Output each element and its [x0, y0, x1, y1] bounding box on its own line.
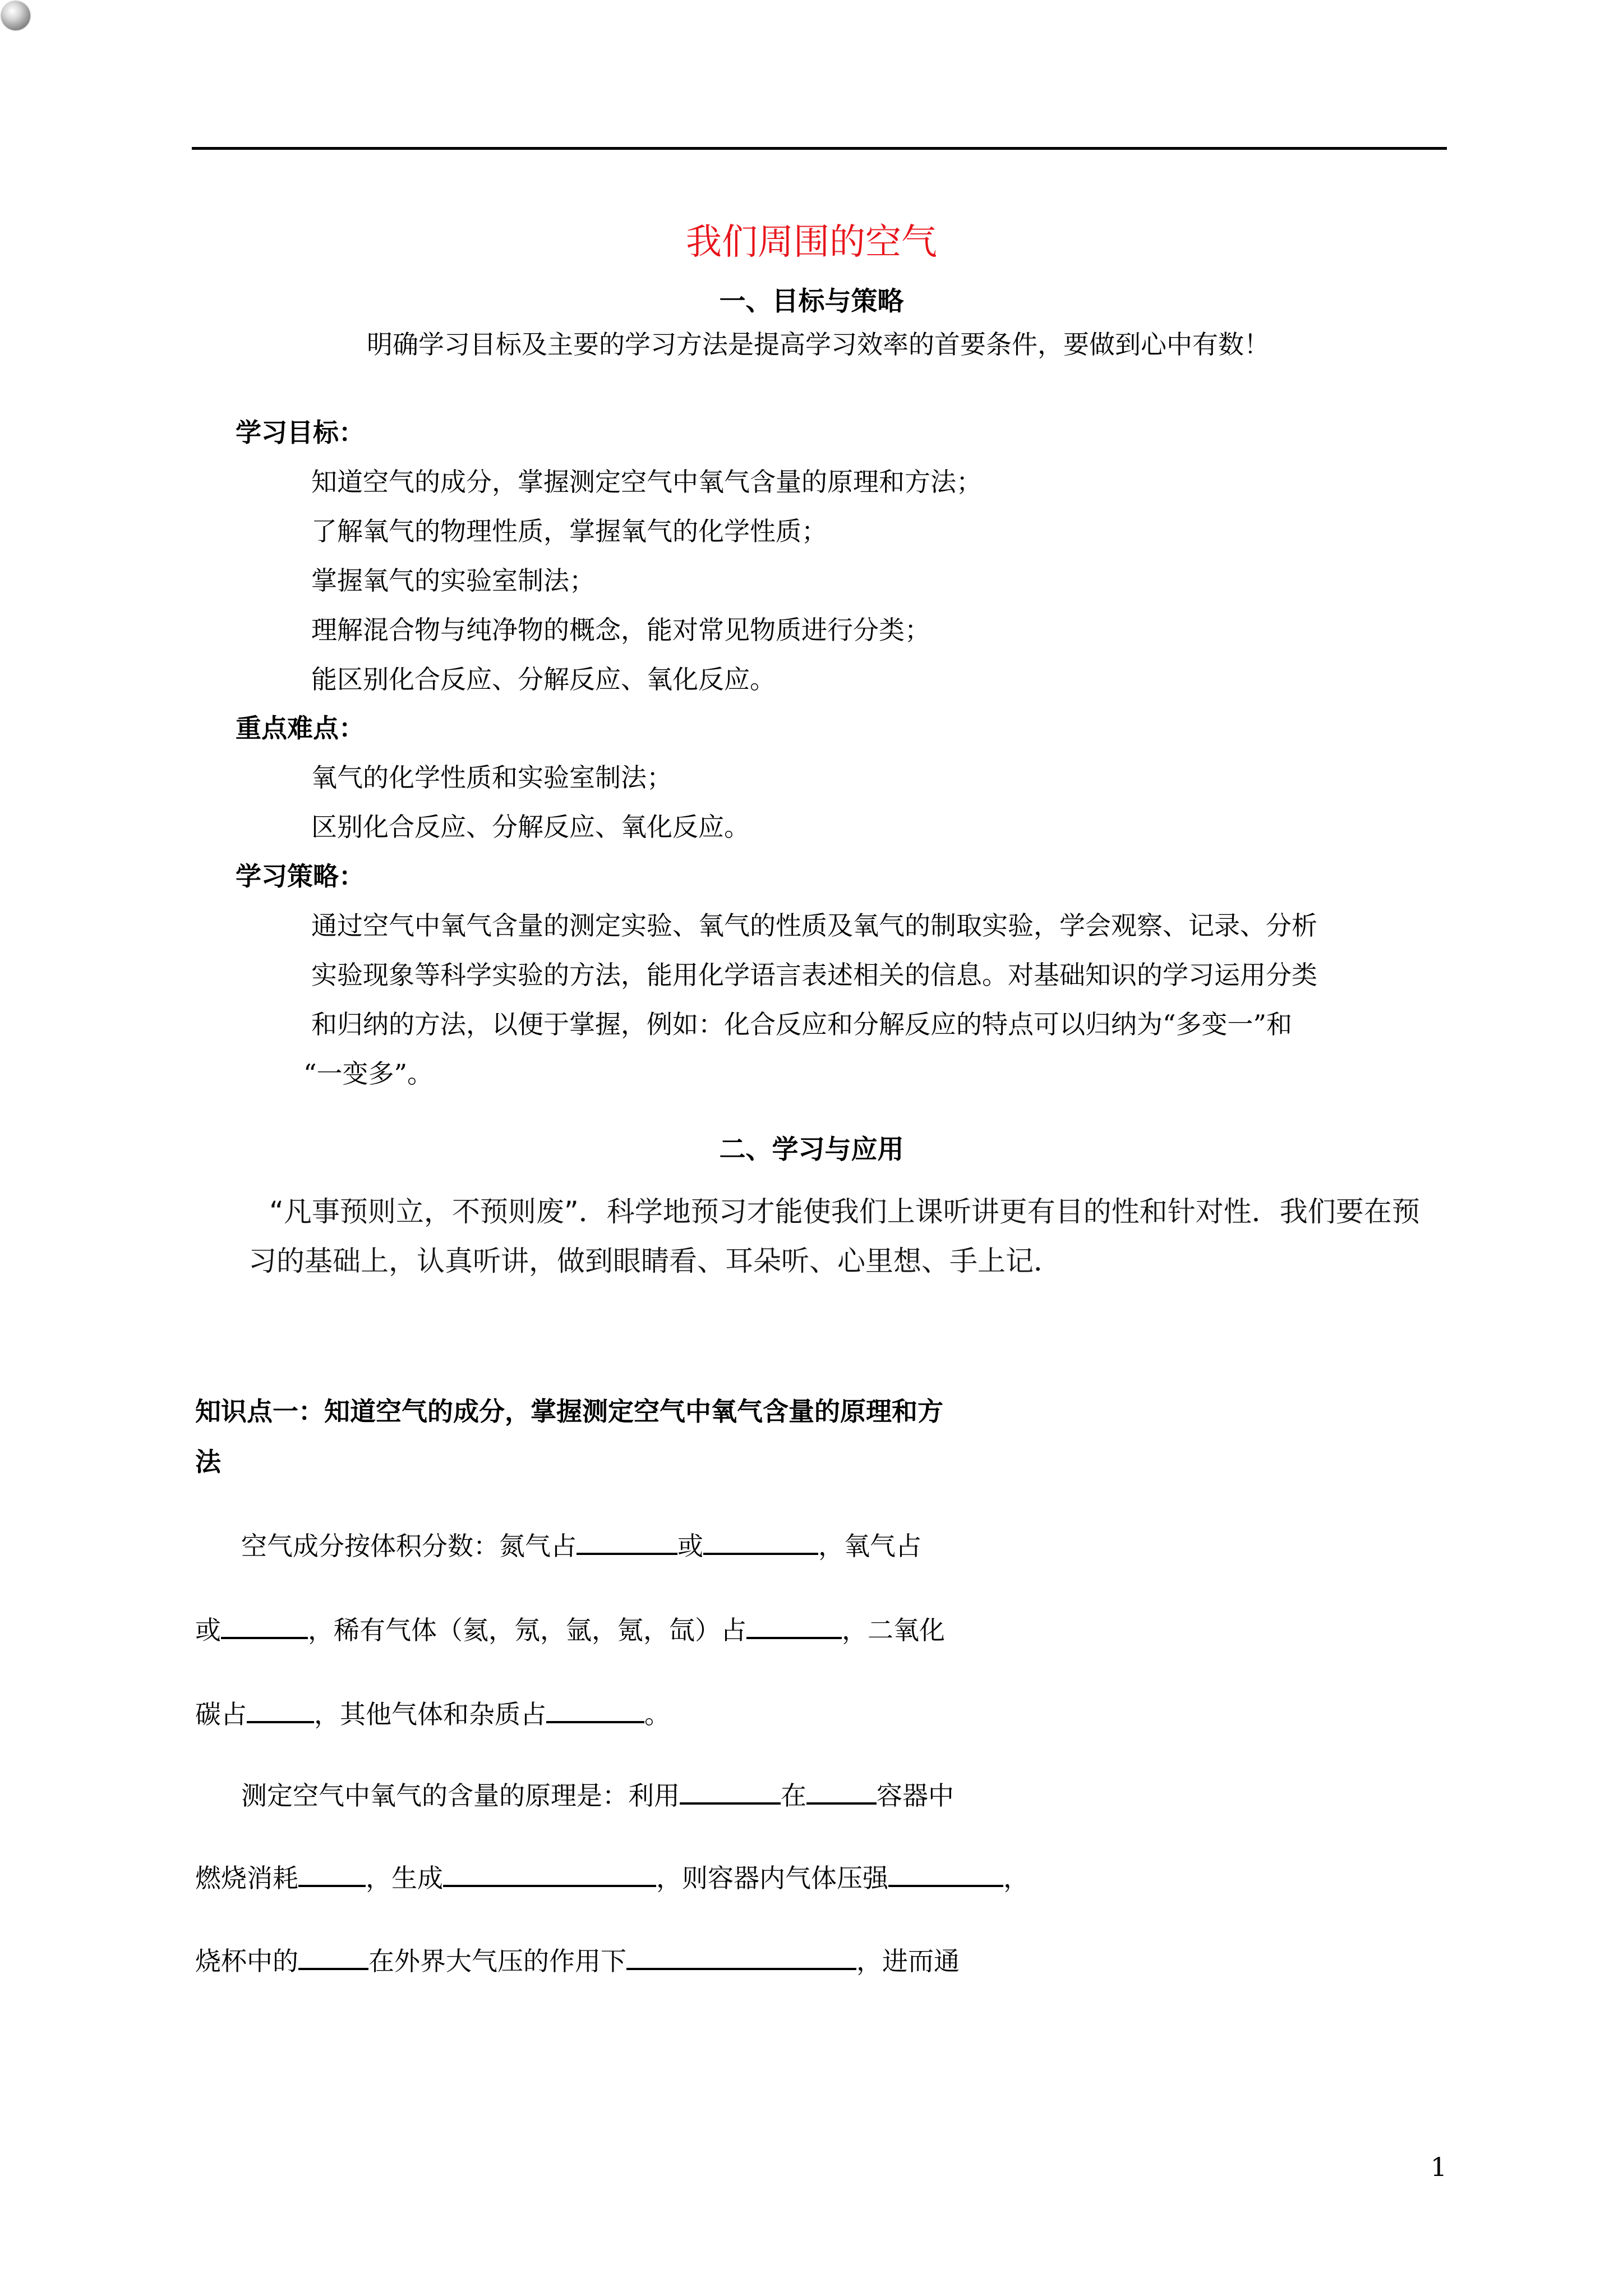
answer-blank[interactable] — [746, 1611, 842, 1639]
strategy-line: 和归纳的方法，以便于掌握，例如：化合反应和分解反应的特点可以归纳为“多变一”和 — [311, 1009, 1293, 1039]
quote-line: 习的基础上，认真听讲，做到眼睛看、耳朵听、心里想、手上记． — [248, 1245, 1062, 1277]
goal-item: 掌握氧气的实验室制法； — [311, 565, 595, 596]
answer-blank[interactable] — [703, 1527, 818, 1555]
answer-blank[interactable] — [626, 1942, 856, 1970]
strategy-label: 学习策略： — [236, 861, 365, 891]
answer-blank[interactable] — [680, 1777, 781, 1805]
header-rule — [192, 147, 1447, 150]
goal-item: 理解混合物与纯净物的概念，能对常见物质进行分类； — [311, 615, 930, 645]
principle-line-3: 烧杯中的 在外界大气压的作用下 ，进而通 — [195, 1941, 960, 1978]
composition-line-3: 碳占 ，其他气体和杂质占 。 — [195, 1694, 670, 1731]
strategy-line: “一变多”。 — [303, 1059, 434, 1089]
page-title: 我们周围的空气 — [686, 222, 937, 263]
answer-blank[interactable] — [298, 1942, 368, 1970]
section1-heading: 一、目标与策略 — [719, 286, 904, 317]
corner-bullet-icon — [1, 1, 30, 30]
section1-intro: 明确学习目标及主要的学习方法是提高学习效率的首要条件，要做到心中有数！ — [367, 329, 1270, 360]
keypoints-label: 重点难点： — [236, 713, 365, 743]
principle-line-1: 测定空气中氧气的含量的原理是：利用 在 容器中 — [241, 1775, 954, 1812]
goal-item: 了解氧气的物理性质，掌握氧气的化学性质； — [311, 516, 827, 546]
answer-blank[interactable] — [443, 1859, 656, 1887]
principle-line-2: 燃烧消耗 ，生成 ，则容器内气体压强 ， — [195, 1858, 1029, 1895]
keypoint-item: 氧气的化学性质和实验室制法； — [311, 762, 672, 793]
answer-blank[interactable] — [888, 1859, 1003, 1887]
knowledge1-heading-cont: 法 — [195, 1447, 221, 1477]
composition-line-1: 空气成分按体积分数：氮气占 或 ，氧气占 — [241, 1526, 921, 1563]
strategy-line: 通过空气中氧气含量的测定实验、氧气的性质及氧气的制取实验，学会观察、记录、分析 — [311, 910, 1317, 941]
page-number: 1 — [1430, 2152, 1447, 2182]
quote-line: “凡事预则立，不预则废”．科学地预习才能使我们上课听讲更有目的性和针对性．我们要在预 — [269, 1195, 1420, 1228]
composition-line-2: 或 ，稀有气体（氦，氖，氩，氪，氙）占 ，二氧化 — [195, 1610, 945, 1647]
answer-blank[interactable] — [577, 1527, 677, 1555]
answer-blank[interactable] — [298, 1859, 366, 1887]
goal-item: 能区别化合反应、分解反应、氧化反应。 — [311, 664, 776, 694]
goals-label: 学习目标： — [236, 417, 365, 448]
answer-blank[interactable] — [806, 1777, 877, 1805]
answer-blank[interactable] — [247, 1695, 314, 1723]
knowledge1-heading: 知识点一：知道空气的成分，掌握测定空气中氧气含量的原理和方 — [195, 1396, 943, 1427]
answer-blank[interactable] — [221, 1611, 308, 1639]
answer-blank[interactable] — [546, 1695, 644, 1723]
keypoint-item: 区别化合反应、分解反应、氧化反应。 — [311, 812, 750, 842]
goal-item: 知道空气的成分，掌握测定空气中氧气含量的原理和方法； — [311, 467, 982, 497]
strategy-line: 实验现象等科学实验的方法，能用化学语言表述相关的信息。对基础知识的学习运用分类 — [311, 960, 1317, 990]
section2-heading: 二、学习与应用 — [719, 1134, 904, 1165]
